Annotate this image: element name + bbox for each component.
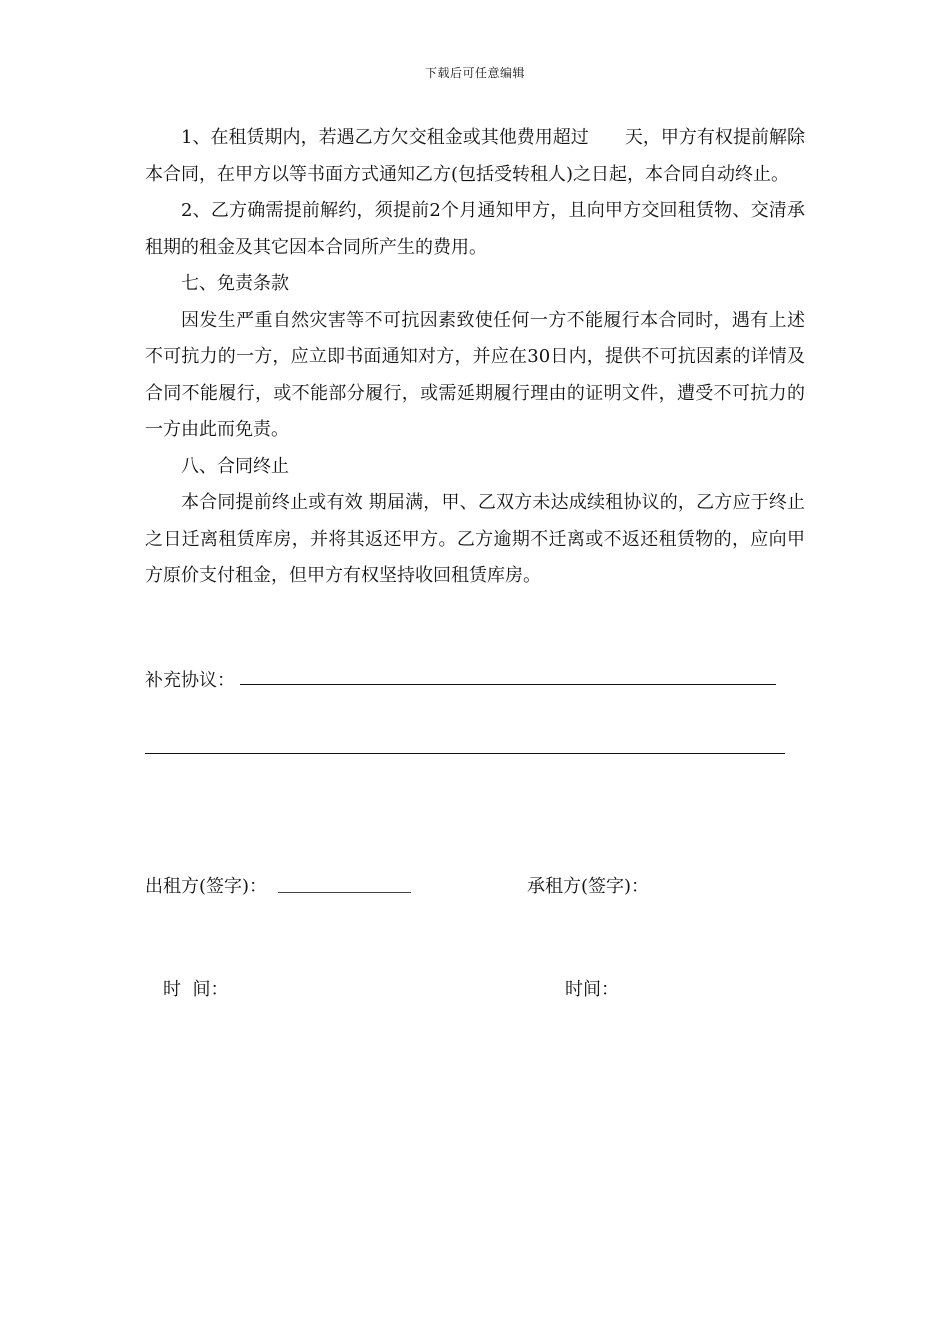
header-note: 下载后可任意编辑	[424, 66, 525, 80]
lessee-time-label: 时间：	[565, 979, 619, 1000]
section-heading: 八、合同终止	[181, 455, 289, 477]
contract-body	[145, 120, 805, 595]
supplement-line-2	[145, 753, 785, 754]
clause-paragraph: 因发生严重自然灾害等不可抗因素致使任何一方不能履行本合同时，遇有上述不可抗力的一方，应立即书面通知对方，并应在30日内，提供不可抗因素的详情及合同不能履行，或不能部分履行，或需延期履行理由的证明文件，遭受不可抗力的一方由此而免责。	[145, 309, 805, 440]
lessee-signature-label: 承租方(签字)：	[527, 876, 650, 897]
clause-paragraph: 2、乙方确需提前解约，须提前2个月通知甲方，且向甲方交回租赁物、交清承租期的租金及其它因本合同所产生的费用。	[145, 200, 805, 258]
clause-paragraph: 本合同提前终止或有效 期届满，甲、乙双方未达成续租协议的，乙方应于终止之日迁离租赁库房，并将其返还甲方。乙方逾期不迁离或不返还租赁物的，应向甲方原价支付租金，但甲方有权坚持收回租赁库房。	[145, 492, 805, 586]
supplement-label: 补充协议：	[145, 670, 235, 691]
clause-paragraph: 1、在租赁期内，若遇乙方欠交租金或其他费用超过 天，甲方有权提前解除本合同，在甲方以等书面方式通知乙方(包括受转租人)之日起，本合同自动终止。	[145, 127, 805, 185]
lessor-time-label: 时 间：	[163, 979, 229, 1000]
section-heading: 七、免责条款	[181, 273, 289, 294]
supplement-line	[240, 684, 776, 685]
lessor-signature-label: 出租方(签字)：	[145, 876, 268, 897]
lessor-signature-line	[278, 892, 411, 893]
